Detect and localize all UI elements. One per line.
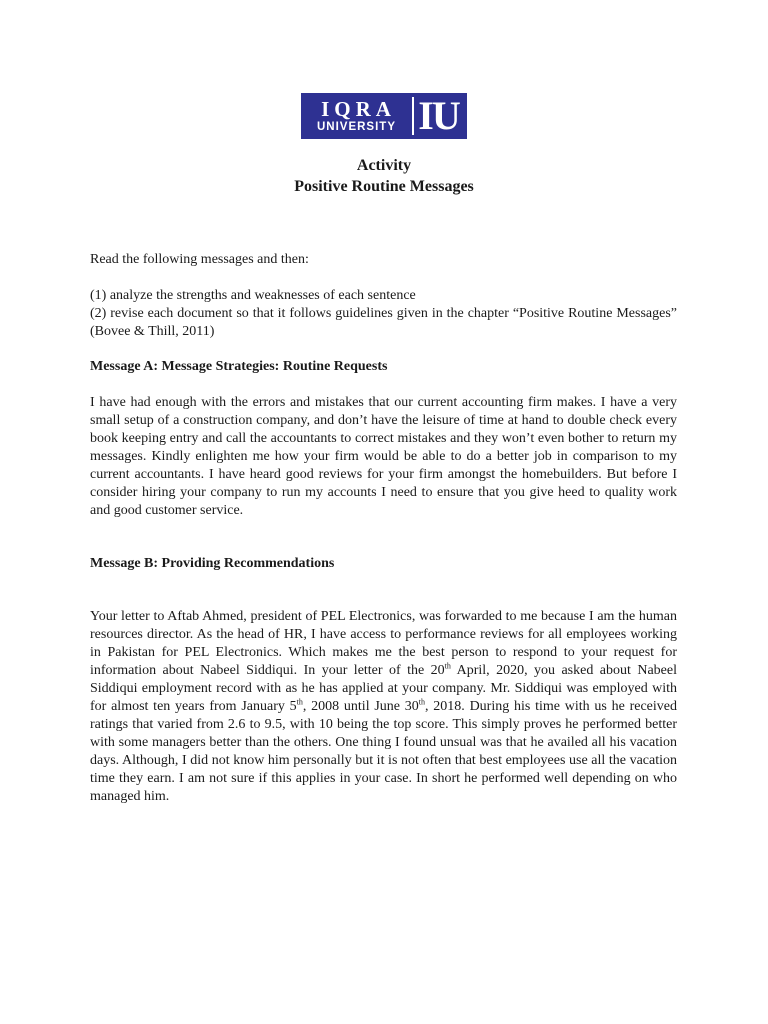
superscript-th: th: [296, 697, 303, 707]
message-b-part3: , 2008 until June 30: [302, 699, 419, 714]
university-logo: [301, 93, 467, 139]
logo-wordmark: [301, 93, 412, 139]
intro-text: Read the following messages and then:: [90, 252, 309, 267]
instruction-item-1: (1) analyze the strengths and weaknesses of each sentence: [90, 288, 416, 303]
message-b-part1: Your letter to Aftab Ahmed, president of PEL Electronics, was forwarded to me because I am the human resources director. As the head of HR, I have access to performance reviews for all employees working in Pakistan for PEL Electronics. Which makes me the best person to respond to your request for information about Nabeel Siddiqui. In your letter of the 20: [90, 609, 677, 678]
logo-word-university: UNIVERSITY: [316, 121, 396, 133]
message-a-heading: Message A: Message Strategies: Routine Requests: [90, 359, 388, 374]
message-a-text: I have had enough with the errors and mistakes that our current accounting firm makes. I have a very small setup of a construction company, and don’t have the leisure of time at hand to double check every book keeping entry and call the accountants to correct mistakes and they won’t even bother to return my messages. Kindly enlighten me how your firm would be able to do a better job in comparison to my current accountants. I have heard good reviews for your firm amongst the homebuilders. But before I consider hiring your company to run my accounts I need to ensure that you give heed to quality work and good customer service.: [90, 395, 677, 518]
logo-monogram-box: [412, 93, 463, 138]
instructions-list: [90, 287, 677, 341]
logo-monogram: IU: [418, 93, 459, 138]
superscript-th: th: [418, 697, 426, 707]
message-b-part4: , 2018. During his time with us he received ratings that varied from 2.6 to 9.5, with 10 being the top score. This simply proves he performed better with some managers better than the others. One thing I found unsual was that he availed all his vacation days. Although, I did not know him personally but it is not often that best employees use all the vacation time they earn. I am not sure if this applies in your case. In short he performed well depending on who managed him.: [90, 699, 677, 804]
activity-title: Activity: [356, 157, 412, 174]
message-b-heading: Message B: Providing Recommendations: [90, 556, 335, 571]
message-b-body: [90, 608, 677, 806]
document-title: Positive Routine Messages: [294, 178, 474, 195]
message-a-body: [90, 394, 677, 520]
superscript-th: th: [444, 661, 451, 671]
instruction-item-2: (2) revise each document so that it follows guidelines given in the chapter “Positive Routine Messages” (Bovee & Thill, 2011): [90, 306, 677, 339]
instructions-intro: [90, 251, 677, 269]
message-b-text: [90, 608, 677, 806]
logo-word-iqra: IQRA: [321, 97, 396, 121]
message-b-part2: April, 2020, you asked about Nabeel Siddiqui employment record with as he has applied at your company. Mr. Siddiqui was employed with for almost ten years from January 5: [90, 663, 677, 714]
